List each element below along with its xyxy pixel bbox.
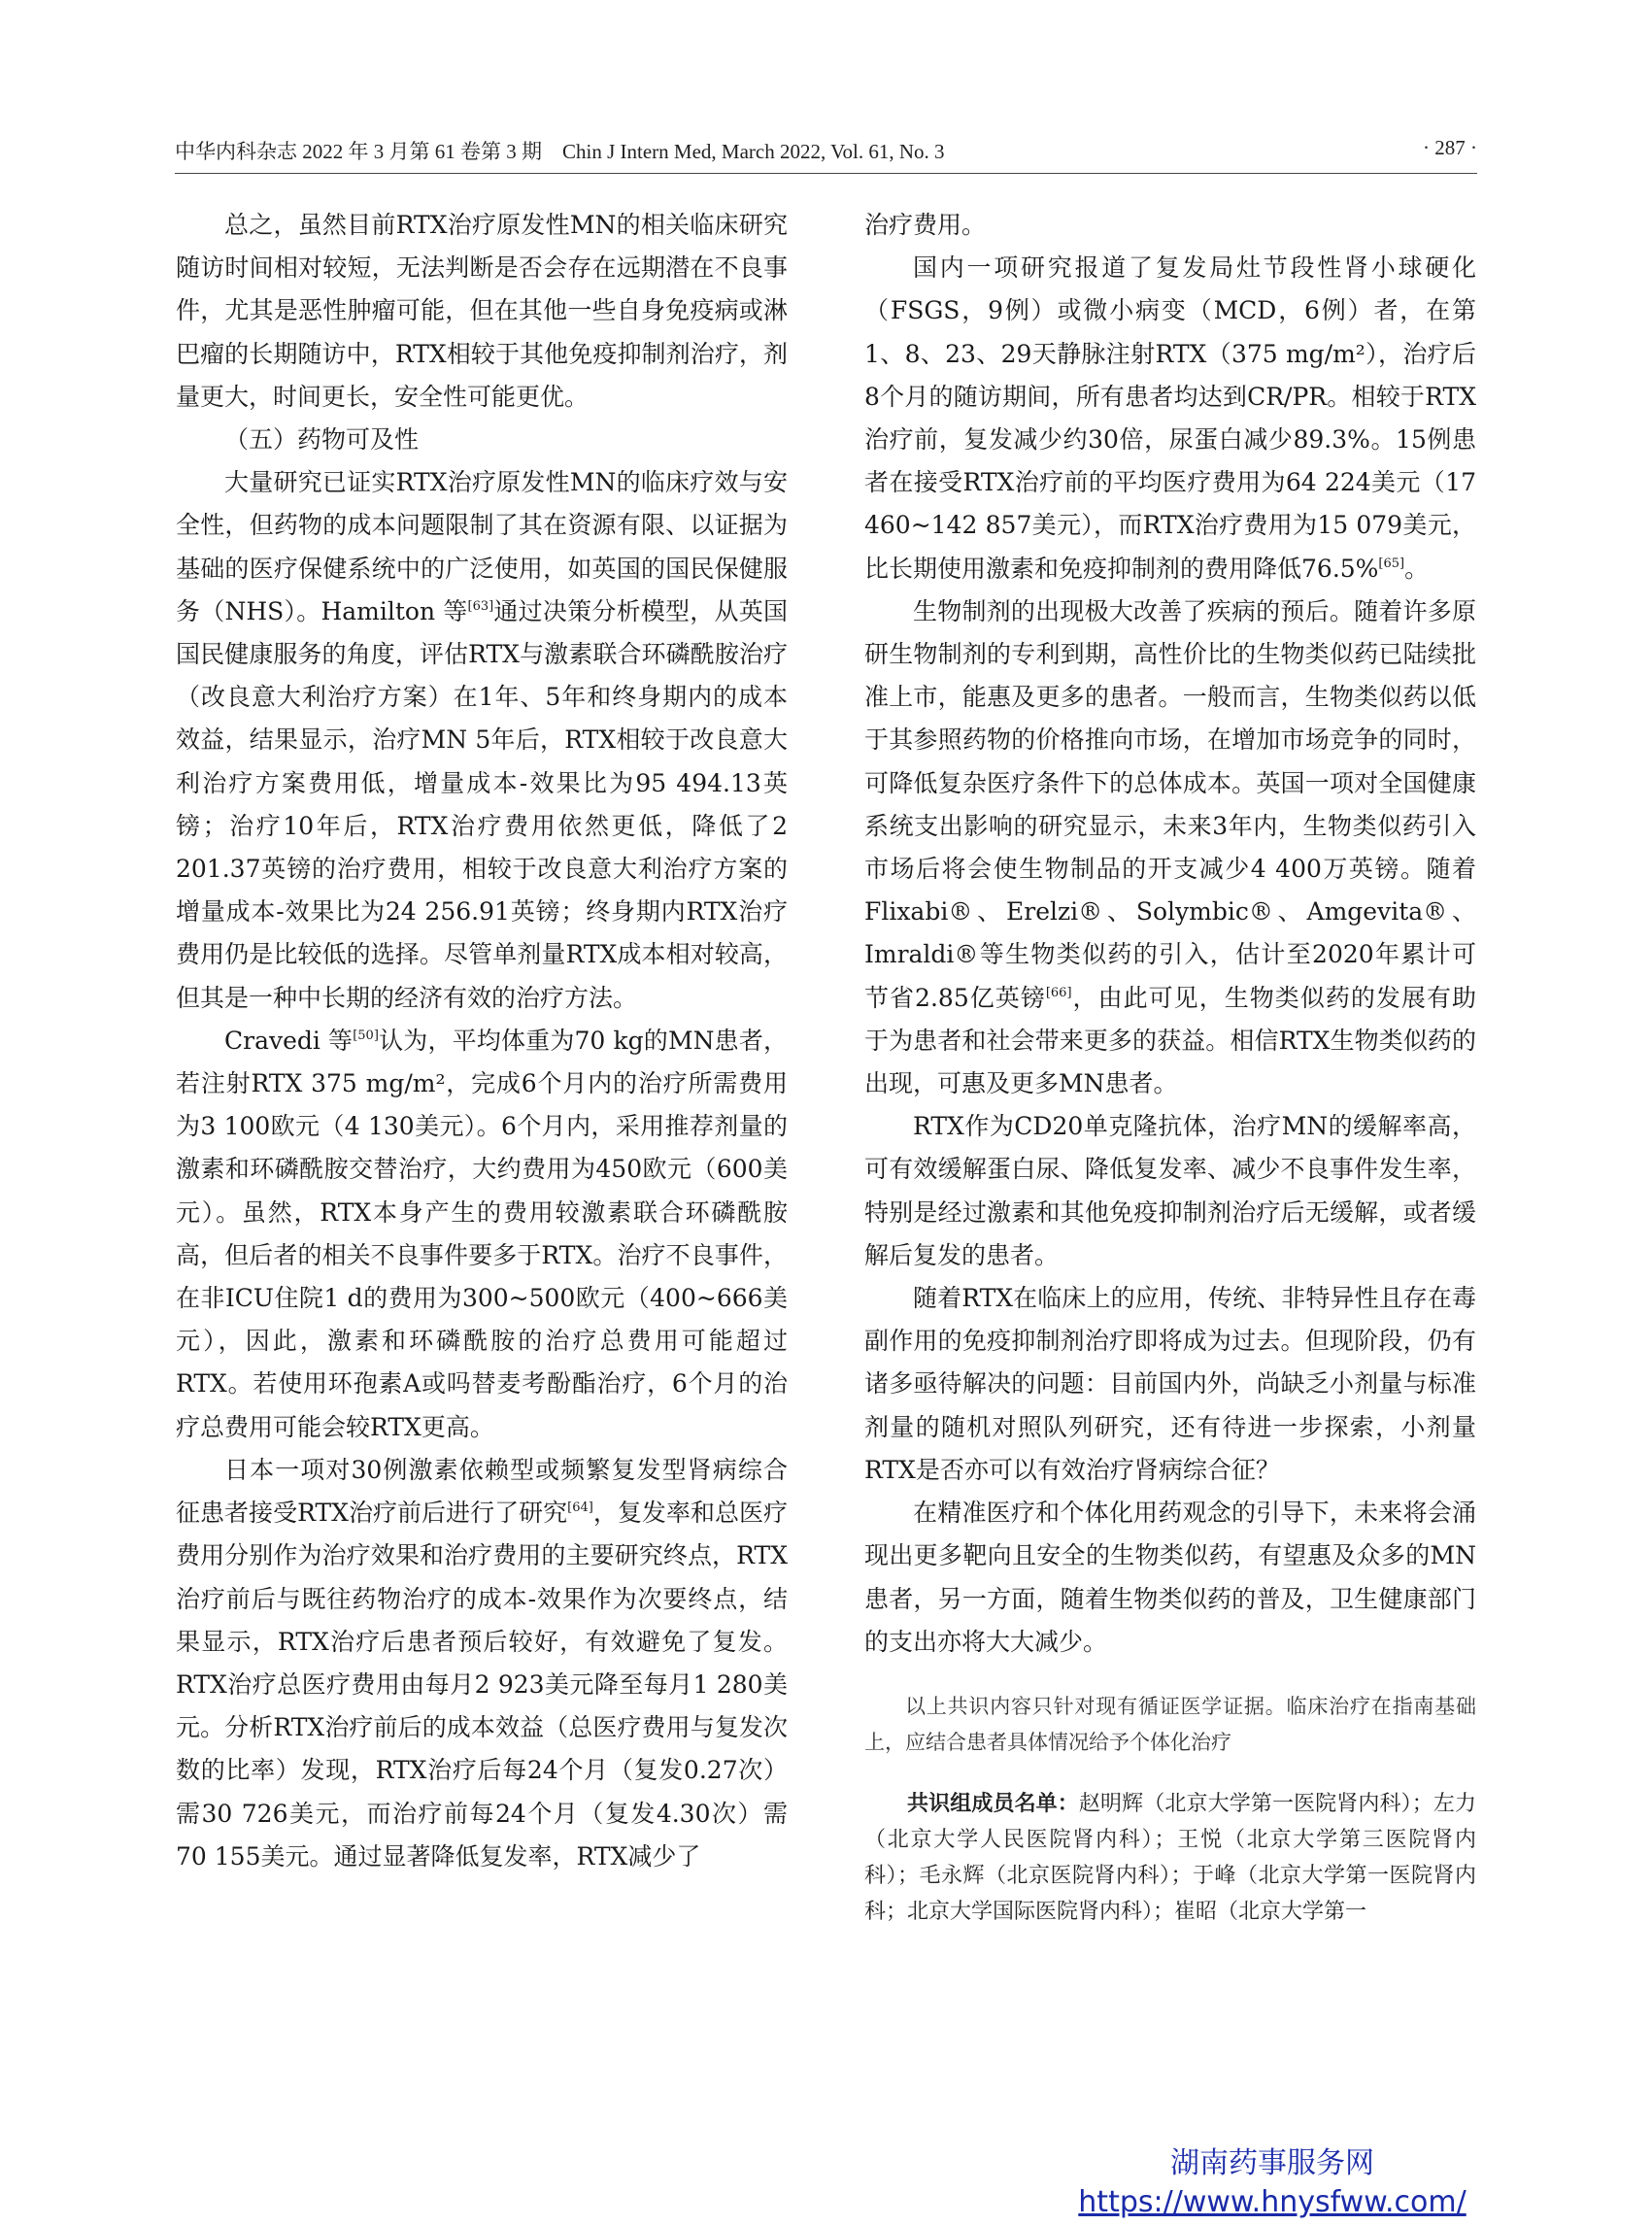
section-heading: （五）药物可及性 xyxy=(224,425,420,455)
watermark-site-name: 湖南药事服务网 xyxy=(1170,2146,1374,2180)
member-list xyxy=(864,1786,1476,1930)
citation-ref: [66] xyxy=(1045,985,1072,1000)
paragraph-text: 。 xyxy=(1404,554,1430,583)
paragraph-domestic-study xyxy=(864,247,1476,590)
watermark-url-link[interactable]: https://www.hnysfww.com/ xyxy=(1078,2185,1467,2219)
member-list-label: 共识组成员名单： xyxy=(907,1791,1079,1816)
paragraph-text: 国内一项研究报道了复发局灶节段性肾小球硬化（FSGS，9例）或微小病变（MCD，6例）者，在第1、8、23、29天静脉注射RTX（375 mg/m²），治疗后8个月的随访期间，所有患者均达到CR/PR。相较于RTX治疗前，复发减少约30倍，尿蛋白减少89.3%。15例患者在接受RTX治疗前的平均医疗费用为64 224美元（17 460~142 857美元），而RTX治疗费用为15 079美元，比长期使用激素和免疫抑制剂的费用降低76.5% xyxy=(864,253,1476,583)
citation-ref: [64] xyxy=(567,1500,593,1516)
journal-citation: 中华内科杂志 2022 年 3 月第 61 卷第 3 期 Chin J Intern Med, March 2022, Vol. 61, No. 3 xyxy=(175,140,945,163)
citation-ref: [65] xyxy=(1378,556,1405,571)
paragraph-japan-study xyxy=(176,1449,788,1878)
paragraph-biosimilars xyxy=(864,590,1476,1105)
citation-ref: [50] xyxy=(353,1028,379,1043)
paragraph-text: ，由此可见，生物类似药的发展有助于为患者和社会带来更多的获益。相信RTX生物类似药的出现，可惠及更多MN患者。 xyxy=(864,983,1476,1098)
paragraph-text: Cravedi 等 xyxy=(224,1026,354,1055)
right-column xyxy=(864,204,1476,1930)
paragraph-continuation: 治疗费用。 xyxy=(864,211,987,239)
paragraph-text: ，复发率和总医疗费用分别作为治疗效果和治疗费用的主要研究终点，RTX治疗前后与既往药物治疗的成本-效果作为次要终点，结果显示，RTX治疗后患者预后较好，有效避免了复发。RTX治疗总医疗费用由每月2 923美元降至每月1 280美元。分析RTX治疗前后的成本效益（总医疗费用与复发次数的比率）发现，RTX治疗后每24个月（复发0.27次）需30 726美元，而治疗前每24个月（复发4.30次）需70 155美元。通过显著降低复发率，RTX减少了 xyxy=(176,1499,788,1871)
paragraph-text: 认为，平均体重为70 kg的MN患者，若注射RTX 375 mg/m²，完成6个月内的治疗所需费用为3 100欧元（4 130美元）。6个月内，采用推荐剂量的激素和环磷酰胺交替治疗，大约费用为450欧元（600美元）。虽然，RTX本身产生的费用较激素联合环磷酰胺高，但后者的相关不良事件要多于RTX。治疗不良事件，在非ICU住院1 d的费用为300~500欧元（400~666美元），因此，激素和环磷酰胺的治疗总费用可能超过RTX。若使用环孢素A或吗替麦考酚酯治疗，6个月的治疗总费用可能会较RTX更高。 xyxy=(176,1026,788,1441)
running-header xyxy=(175,136,1477,169)
paragraph-cravedi xyxy=(176,1020,788,1449)
paragraph-text: 大量研究已证实RTX治疗原发性MN的临床疗效与安全性，但药物的成本问题限制了其在资源有限、以证据为基础的医疗保健系统中的广泛使用，如英国的国民保健服务（NHS）。Hamilton 等 xyxy=(176,468,788,625)
paragraph-outlook: 随着RTX在临床上的应用，传统、非特异性且存在毒副作用的免疫抑制剂治疗即将成为过去。但现阶段，仍有诸多亟待解决的问题：目前国内外，尚缺乏小剂量与标准剂量的随机对照队列研究，还有待进一步探索，小剂量RTX是否亦可以有效治疗肾病综合征？ xyxy=(864,1284,1476,1484)
paragraph-summary: 总之，虽然目前RTX治疗原发性MN的相关临床研究随访时间相对较短，无法判断是否会存在远期潜在不良事件，尤其是恶性肿瘤可能，但在其他一些自身免疫病或淋巴瘤的长期随访中，RTX相较于其他免疫抑制剂治疗，剂量更大，时间更长，安全性可能更优。 xyxy=(176,211,788,411)
consensus-note: 以上共识内容只针对现有循证医学证据。临床治疗在指南基础上，应结合患者具体情况给予个体化治疗 xyxy=(864,1694,1476,1754)
left-column xyxy=(176,204,788,1878)
paragraph-text: 日本一项对30例激素依赖型或频繁复发型肾病综合征患者接受RTX治疗前后进行了研究 xyxy=(176,1455,788,1528)
paragraph-hamilton xyxy=(176,461,788,1020)
paragraph-text: 生物制剂的出现极大改善了疾病的预后。随着许多原研生物制剂的专利到期，高性价比的生物类似药已陆续批准上市，能惠及更多的患者。一般而言，生物类似药以低于其参照药物的价格推向市场，在增加市场竞争的同时，可降低复杂医疗条件下的总体成本。英国一项对全国健康系统支出影响的研究显示，未来3年内，生物类似药引入市场后将会使生物制品的开支减少4 400万英镑。随着Flixabi®、Erelzi®、Solymbic®、Amgevita®、Imraldi®等生物类似药的引入，估计至2020年累计可节省2.85亿英镑 xyxy=(864,596,1476,1012)
paragraph-text: 通过决策分析模型，从英国国民健康服务的角度，评估RTX与激素联合环磷酰胺治疗（改良意大利治疗方案）在1年、5年和终身期内的成本效益，结果显示，治疗MN 5年后，RTX相较于改良意大利治疗方案费用低，增量成本-效果比为95 494.13英镑；治疗10年后，RTX治疗费用依然更低，降低了2 201.37英镑的治疗费用，相较于改良意大利治疗方案的增量成本-效果比为24 256.91英镑；终身期内RTX治疗费用仍是比较低的选择。尽管单剂量RTX成本相对较高，但其是一种中长期的经济有效的治疗方法。 xyxy=(176,596,788,1012)
header-rule xyxy=(175,173,1477,174)
citation-ref: [63] xyxy=(467,598,494,614)
paragraph-cd20: RTX作为CD20单克隆抗体，治疗MN的缓解率高，可有效缓解蛋白尿、降低复发率、减少不良事件发生率，特别是经过激素和其他免疫抑制剂治疗后无缓解，或者缓解后复发的患者。 xyxy=(864,1112,1476,1269)
paragraph-conclusion: 在精准医疗和个体化用药观念的引导下，未来将会涌现出更多靶向且安全的生物类似药，有望惠及众多的MN患者，另一方面，随着生物类似药的普及，卫生健康部门的支出亦将大大减少。 xyxy=(864,1499,1476,1656)
member-list-text: 赵明辉（北京大学第一医院肾内科）；左力（北京大学人民医院肾内科）；王悦（北京大学第三医院肾内科）；毛永辉（北京医院肾内科）；于峰（北京大学第一医院肾内科；北京大学国际医院肾内科）；崔昭（北京大学第一 xyxy=(864,1791,1476,1924)
watermark xyxy=(1068,2144,1476,2222)
page-number: · 287 · xyxy=(1423,136,1477,159)
